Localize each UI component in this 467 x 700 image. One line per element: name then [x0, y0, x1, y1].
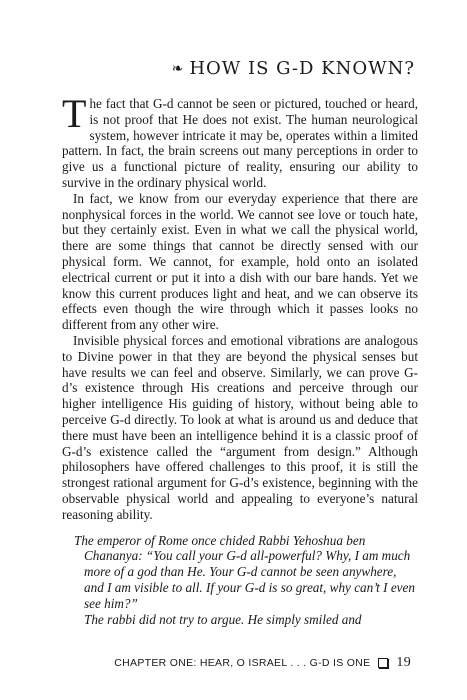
paragraph-1: [62, 91, 418, 191]
story-paragraph-1: The emperor of Rome once chided Rabbi Yehoshua ben Chananya: “You call your G-d all-powerful? Why, I am much more of a god than He. Your G-d cannot be seen anywhere, and I am visible to all. If your G-d is so great, why can’t I even see him?”: [74, 532, 415, 611]
page-number: 19: [396, 655, 411, 670]
story-paragraph-2: The rabbi did not try to argue. He simply smiled and: [84, 611, 362, 627]
paragraph-3: Invisible physical forces and emotional vibrations are analogous to Divine power in that they are beyond the physical senses but have results we can feel and observe. Similarly, we can prove G-d’s existence through His creations and perceive through our higher intelligence His guiding of history, without being able to perceive G-d directly. To look at what is around us and deduce that there must have been an intelligence behind it is a classic proof of G-d’s existence called the “argument from design.” Although philosophers have offered challenges to this proof, it is still the strongest rational argument for G-d’s existence, beginning with the observable physical world and appealing to everyone’s natural reasoning ability.: [62, 332, 418, 522]
body-text: [62, 91, 418, 627]
paragraph-1-text: he fact that G-d cannot be seen or pictured, touched or heard, is not proof that He does not exist. The human neurological system, however intricate it may be, operates within a limited pattern. In fact, the brain screens out many perceptions in order to give us a functional picture of reality, ensuring our ability to survive in the ordinary physical world.: [62, 96, 418, 190]
drop-cap: T: [62, 91, 87, 136]
ornament-icon: ❧: [171, 60, 184, 77]
story-block: [62, 533, 418, 628]
running-head: CHAPTER ONE: HEAR, O ISRAEL . . . G-D IS ONE: [114, 657, 371, 669]
section-title: HOW IS G-D KNOWN?: [189, 58, 415, 79]
section-heading: [172, 58, 415, 79]
page-footer: [114, 655, 411, 671]
box-bullet-icon: [378, 658, 388, 668]
paragraph-2: In fact, we know from our everyday experience that there are nonphysical forces in the world. We cannot see love or touch hate, but they certainly exist. Even in what we call the physical world, there are some things that cannot be directly sensed with our physical form. We cannot, for example, hold onto an isolated electrical current or put it into a dish with our bare hands. Yet we know this current produces light and heat, and we can observe its effects even though the wire through which it passes looks no different from any other wire.: [62, 190, 418, 333]
